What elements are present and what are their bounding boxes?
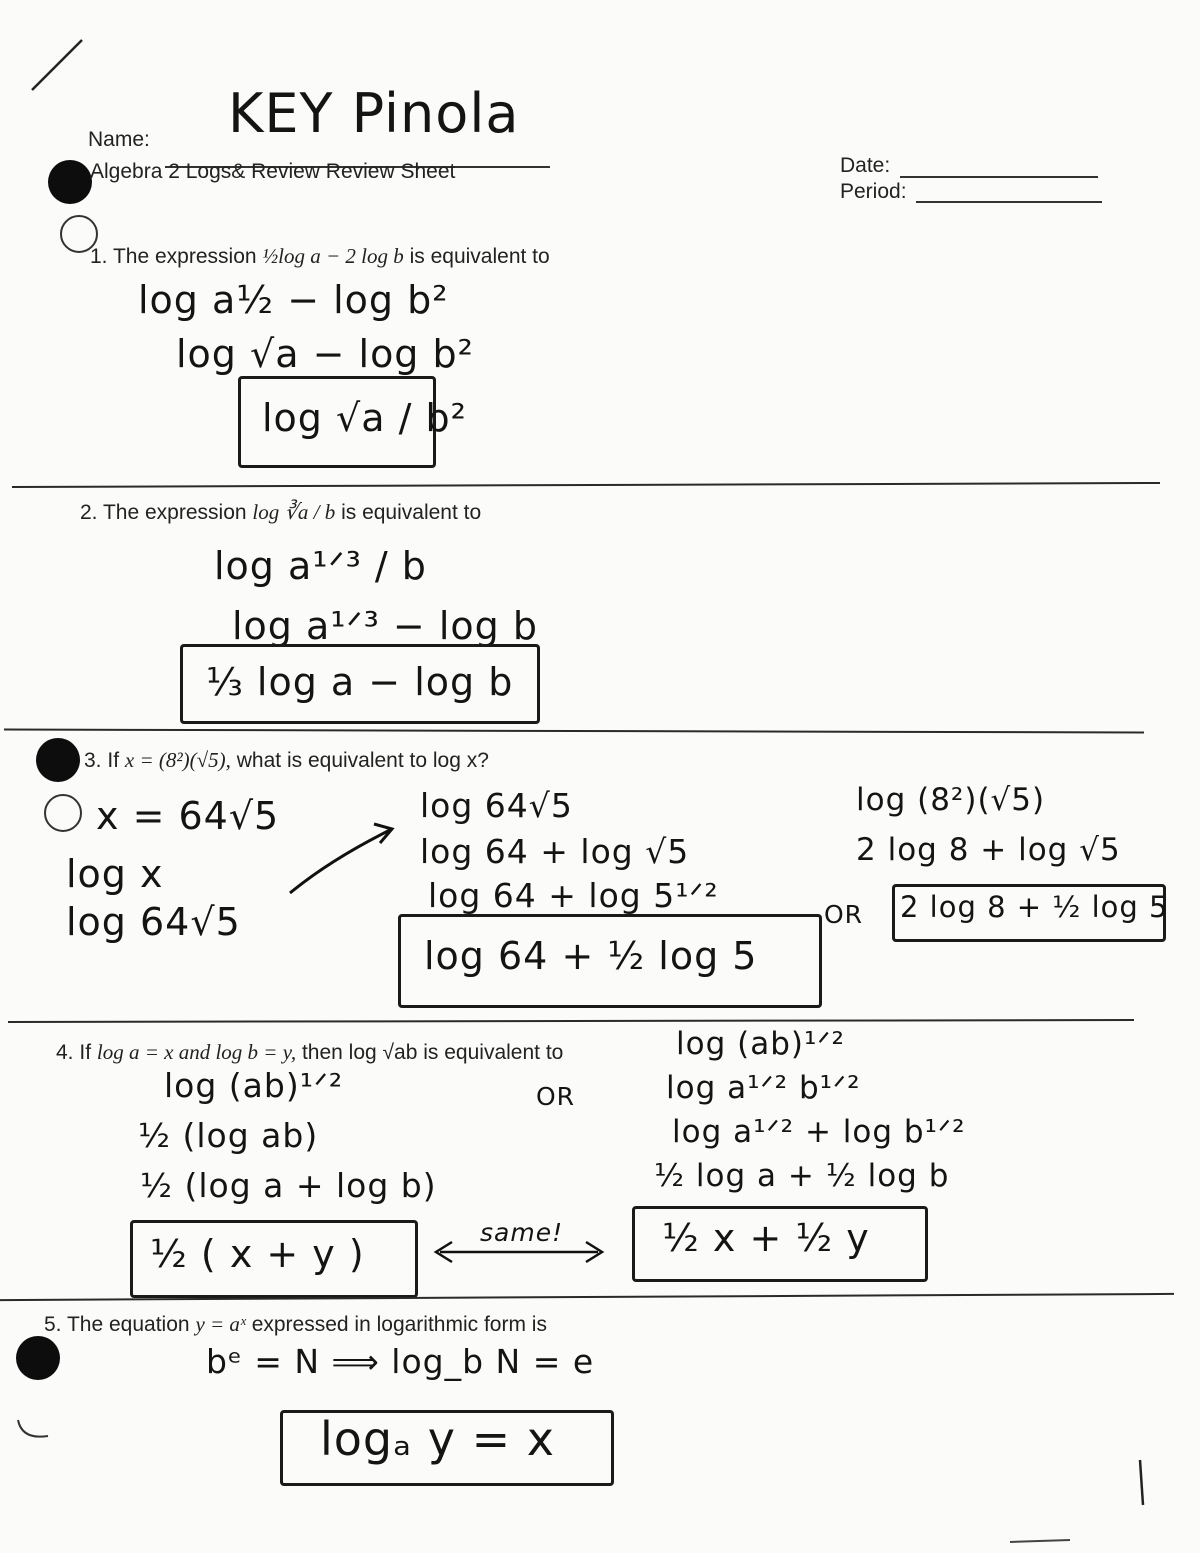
margin-scribble xyxy=(1010,1540,1070,1542)
q4-left-step-3: ½ (log a + log b) xyxy=(140,1166,437,1205)
q1-prompt-pre: The expression xyxy=(112,245,257,268)
q3-right-step-1: log (8²)(√5) xyxy=(856,782,1046,818)
q4-right-step-3: log a¹ᐟ² + log b¹ᐟ² xyxy=(672,1114,966,1150)
q1-prompt xyxy=(90,244,550,269)
q3-prompt xyxy=(84,748,489,773)
binder-hole-3 xyxy=(16,1336,60,1380)
q4-prompt-pre: If xyxy=(79,1041,92,1064)
q3-expression: x = (8²)(√5), xyxy=(124,748,231,772)
date-line xyxy=(900,176,1098,178)
q4-right-step-1: log (ab)¹ᐟ² xyxy=(676,1026,845,1062)
binder-hole-2 xyxy=(36,738,80,782)
q3-left-step-2: log x xyxy=(66,852,164,896)
q3-middle-step-2: log 64 + log √5 xyxy=(420,832,690,871)
q3-prompt-pre: If xyxy=(107,749,120,772)
q2-expression: log ∛a / b xyxy=(252,500,336,524)
q5-note: bᵉ = N ⟹ log_b N = e xyxy=(206,1342,595,1381)
q5-prompt xyxy=(44,1312,547,1337)
q3-right-step-2: 2 log 8 + log √5 xyxy=(856,832,1121,868)
q3-or-label: OR xyxy=(824,900,864,929)
q4-answer-b: ½ x + ½ y xyxy=(662,1216,870,1260)
q3-middle-step-3: log 64 + log 5¹ᐟ² xyxy=(428,876,719,915)
q5-prompt-post: expressed in logarithmic form is xyxy=(251,1313,547,1336)
q5-expression: y = aˣ xyxy=(195,1312,246,1336)
q3-prompt-post: what is equivalent to log x? xyxy=(236,749,489,772)
q2-answer: ⅓ log a − log b xyxy=(206,660,514,704)
q4-prompt xyxy=(56,1040,563,1065)
q3-left-step-3: log 64√5 xyxy=(66,900,241,944)
q4-same-label: same! xyxy=(480,1218,564,1247)
period-line xyxy=(916,201,1102,203)
q4-expression: log a = x and log b = y, xyxy=(96,1040,297,1064)
q1-expression: ½log a − 2 log b xyxy=(262,244,404,268)
binder-hole-1 xyxy=(48,160,92,204)
q5-number: 5. xyxy=(44,1313,62,1336)
name-label: Name: xyxy=(88,128,150,151)
q2-prompt-pre: The expression xyxy=(102,501,247,524)
q4-right-step-4: ½ log a + ½ log b xyxy=(654,1158,950,1194)
q4-left-step-1: log (ab)¹ᐟ² xyxy=(164,1066,344,1105)
q5-answer: logₐ y = x xyxy=(320,1412,555,1466)
q3-middle-step-1: log 64√5 xyxy=(420,786,573,825)
q2-prompt xyxy=(80,500,481,525)
binder-hole-outline-2 xyxy=(44,794,82,832)
q2-step-1: log a¹ᐟ³ / b xyxy=(214,544,427,588)
q4-number: 4. xyxy=(56,1041,74,1064)
q3-answer-b: 2 log 8 + ½ log 5 xyxy=(900,890,1169,924)
q1-number: 1. xyxy=(90,245,108,268)
margin-stroke xyxy=(1140,1460,1143,1505)
q4-answer-a: ½ ( x + y ) xyxy=(150,1232,365,1276)
sheet-title: Algebra 2 Logs& Review Review Sheet xyxy=(90,160,456,183)
student-name: KEY Pinola xyxy=(228,82,520,145)
date-label: Date: xyxy=(840,154,891,177)
q4-left-step-2: ½ (log ab) xyxy=(138,1116,319,1155)
q3-left-step-1: x = 64√5 xyxy=(96,794,280,838)
period-label: Period: xyxy=(840,180,907,203)
q3-number: 3. xyxy=(84,749,102,772)
q4-right-step-2: log a¹ᐟ² b¹ᐟ² xyxy=(666,1070,861,1106)
q2-number: 2. xyxy=(80,501,98,524)
q5-prompt-pre: The equation xyxy=(66,1313,190,1336)
hole-edge-stroke xyxy=(18,1420,48,1437)
check-mark-stroke xyxy=(32,40,82,90)
q3-answer-a: log 64 + ½ log 5 xyxy=(424,934,758,978)
q4-or-label: OR xyxy=(536,1082,576,1111)
q1-prompt-post: is equivalent to xyxy=(409,245,550,268)
q1-step-1: log a½ − log b² xyxy=(138,278,449,322)
q1-answer: log √a / b² xyxy=(262,396,467,440)
q2-step-2: log a¹ᐟ³ − log b xyxy=(232,604,538,648)
q4-prompt-post: then log √ab is equivalent to xyxy=(301,1041,564,1064)
q3-arrow-line xyxy=(290,830,390,893)
q1-step-2: log √a − log b² xyxy=(176,332,474,376)
q2-prompt-post: is equivalent to xyxy=(341,501,482,524)
